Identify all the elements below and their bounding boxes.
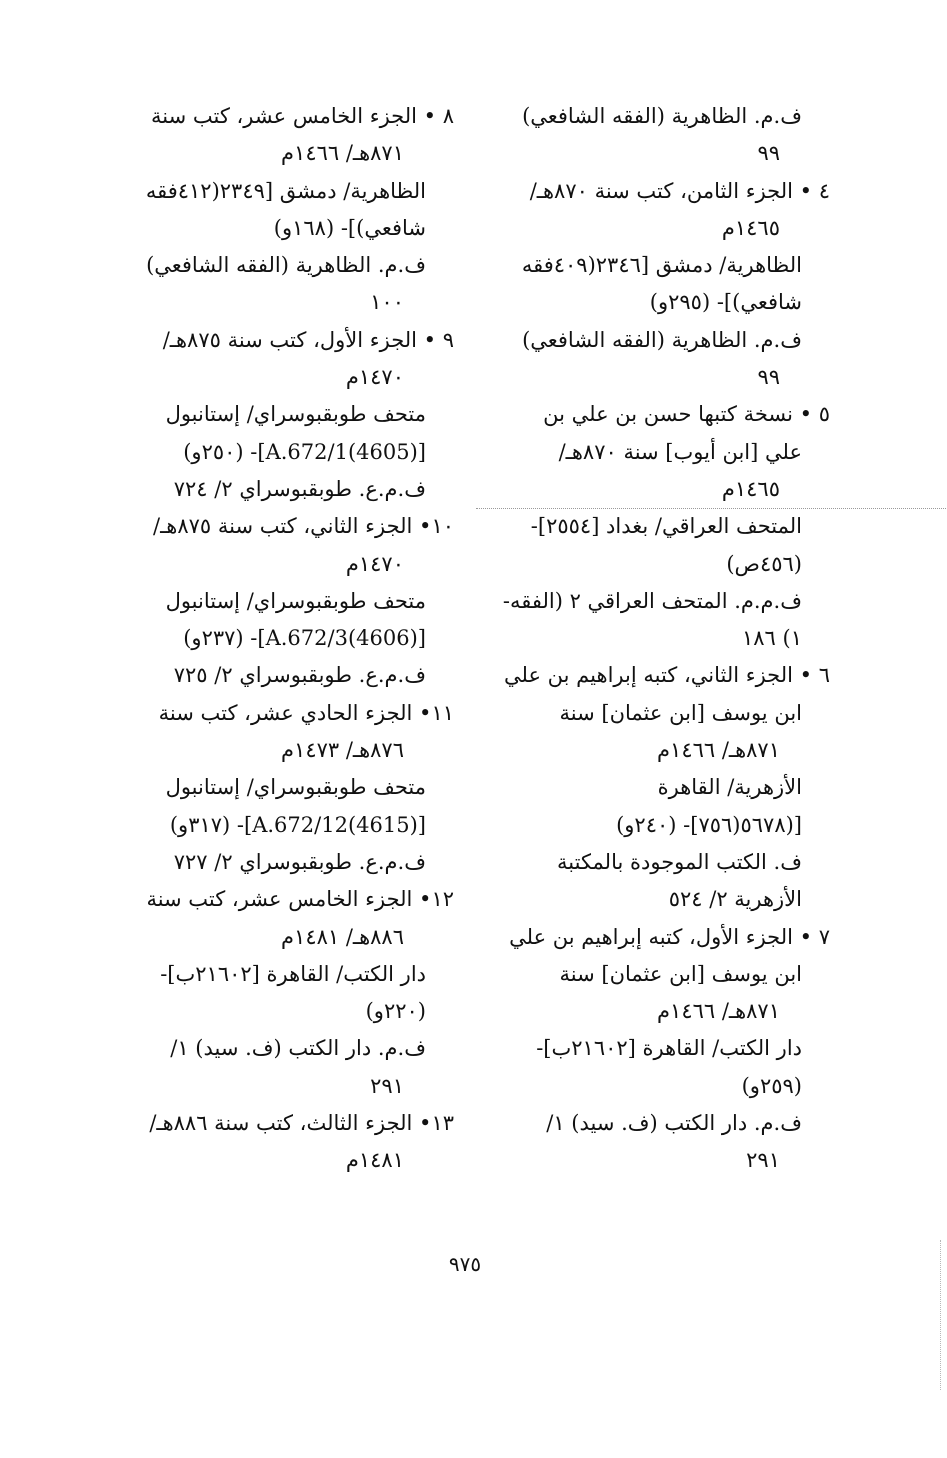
text-line: المتحف العراقي/ بغداد [٢٥٥٤]- bbox=[530, 514, 802, 539]
text-line: متحف طوبقبوسراي/ إستانبول bbox=[165, 588, 426, 613]
text-line: ابن يوسف [ابن عثمان] سنة bbox=[559, 700, 802, 725]
text-line: علي [ابن أيوب] سنة ٨٧٠هـ/ bbox=[558, 439, 802, 464]
text-line: ١) ١٨٦ bbox=[742, 626, 802, 651]
right-column bbox=[478, 98, 830, 1180]
text-line: ٨٧١هـ/ ١٤٦٦م bbox=[657, 738, 780, 763]
text-line: الظاهرية/ دمشق [٢٣٤٦(٤٠٩فقه bbox=[521, 253, 802, 278]
text-line: دار الكتب/ القاهرة [٢١٦٠٢ب]- bbox=[536, 1036, 802, 1061]
text-line: ٩ • الجزء الأول، كتب سنة ٨٧٥هـ/ bbox=[162, 327, 454, 352]
text-line: ف. الكتب الموجودة بالمكتبة bbox=[557, 849, 802, 874]
text-line: ف.م.م. المتحف العراقي ٢ (الفقه- bbox=[502, 588, 802, 613]
text-line: [(4615)A.672/12]- (٣١٧و) bbox=[169, 812, 426, 837]
text-line: ١٠٠ bbox=[370, 290, 404, 315]
text-line: ٩٩ bbox=[757, 141, 780, 166]
text-line: ١١• الجزء الحادي عشر، كتب سنة bbox=[158, 700, 454, 725]
text-line: ١٤٨١م bbox=[345, 1148, 404, 1173]
text-line: ٧ • الجزء الأول، كتبه إبراهيم بن علي bbox=[509, 924, 830, 949]
text-line: ف.م. دار الكتب (ف. سيد) ١/ bbox=[546, 1111, 802, 1136]
text-line: ٥ • نسخة كتبها حسن بن علي بن bbox=[543, 402, 830, 427]
text-line: ٨٧١هـ/ ١٤٦٦م bbox=[281, 141, 404, 166]
text-line: [(4606)A.672/3]- (٢٣٧و) bbox=[183, 626, 426, 651]
text-line: ف.م.ع. طوبقبوسراي ٢/ ٧٢٥ bbox=[173, 663, 426, 688]
text-line: الظاهرية/ دمشق [٢٣٤٩(٤١٢فقه bbox=[145, 178, 426, 203]
text-line: [(4605)A.672/1]- (٢٥٠و) bbox=[183, 439, 426, 464]
text-line: ٨٨٦هـ/ ١٤٨١م bbox=[281, 924, 404, 949]
text-line: ٢٩١ bbox=[746, 1148, 780, 1173]
text-line: الأزهرية/ القاهرة bbox=[657, 775, 802, 800]
text-line: [(٥٦٧٨(٧٥٦]- (٢٤٠و) bbox=[616, 812, 802, 837]
text-line: متحف طوبقبوسراي/ إستانبول bbox=[165, 402, 426, 427]
text-line: (٢٢٠و) bbox=[365, 999, 426, 1024]
text-line: الأزهرية ٢/ ٥٢٤ bbox=[668, 887, 802, 912]
text-line: ١٢• الجزء الخامس عشر، كتب سنة bbox=[146, 887, 454, 912]
text-line: (٢٥٩و) bbox=[741, 1073, 802, 1098]
left-column bbox=[96, 98, 454, 1180]
text-line: ١٠• الجزء الثاني، كتب سنة ٨٧٥هـ/ bbox=[153, 514, 454, 539]
text-line: ابن يوسف [ابن عثمان] سنة bbox=[559, 961, 802, 986]
text-line: ٩٩ bbox=[757, 365, 780, 390]
text-line: ف.م. دار الكتب (ف. سيد) ١/ bbox=[170, 1036, 426, 1061]
text-line: ف.م.ع. طوبقبوسراي ٢/ ٧٢٤ bbox=[173, 476, 426, 501]
text-line: ١٤٧٠م bbox=[345, 365, 404, 390]
text-line: ٨٧٦هـ/ ١٤٧٣م bbox=[281, 738, 404, 763]
text-line: ف.م. الظاهرية (الفقه الشافعي) bbox=[522, 104, 802, 128]
text-line: ١٣• الجزء الثالث، كتب سنة ٨٨٦هـ/ bbox=[149, 1111, 454, 1136]
text-line: ١٤٦٥م bbox=[721, 476, 780, 501]
text-line: شافعي)]- (١٦٨و) bbox=[273, 215, 426, 240]
text-line: ١٤٧٠م bbox=[345, 551, 404, 576]
text-line: ٢٩١ bbox=[370, 1073, 404, 1098]
text-line: ٦ • الجزء الثاني، كتبه إبراهيم بن علي bbox=[504, 663, 830, 688]
text-line: شافعي)]- (٢٩٥و) bbox=[649, 290, 802, 315]
text-line: ٤ • الجزء الثامن، كتب سنة ٨٧٠هـ/ bbox=[529, 178, 830, 203]
page-number: ٩٧٥ bbox=[448, 1252, 482, 1276]
scan-artifact-rule bbox=[476, 508, 946, 509]
text-line: ف.م. الظاهرية (الفقه الشافعي) bbox=[522, 327, 802, 352]
text-line: متحف طوبقبوسراي/ إستانبول bbox=[165, 775, 426, 800]
text-line: ١٤٦٥م bbox=[721, 215, 780, 240]
text-line: ٨٧١هـ/ ١٤٦٦م bbox=[657, 999, 780, 1024]
text-line: دار الكتب/ القاهرة [٢١٦٠٢ب]- bbox=[160, 961, 426, 986]
text-line: (٤٥٦ص) bbox=[726, 551, 802, 576]
scan-artifact-edge bbox=[940, 1240, 941, 1390]
text-line: ٨ • الجزء الخامس عشر، كتب سنة bbox=[151, 104, 454, 128]
text-line: ف.م. الظاهرية (الفقه الشافعي) bbox=[146, 253, 426, 278]
text-line: ف.م.ع. طوبقبوسراي ٢/ ٧٢٧ bbox=[173, 849, 426, 874]
